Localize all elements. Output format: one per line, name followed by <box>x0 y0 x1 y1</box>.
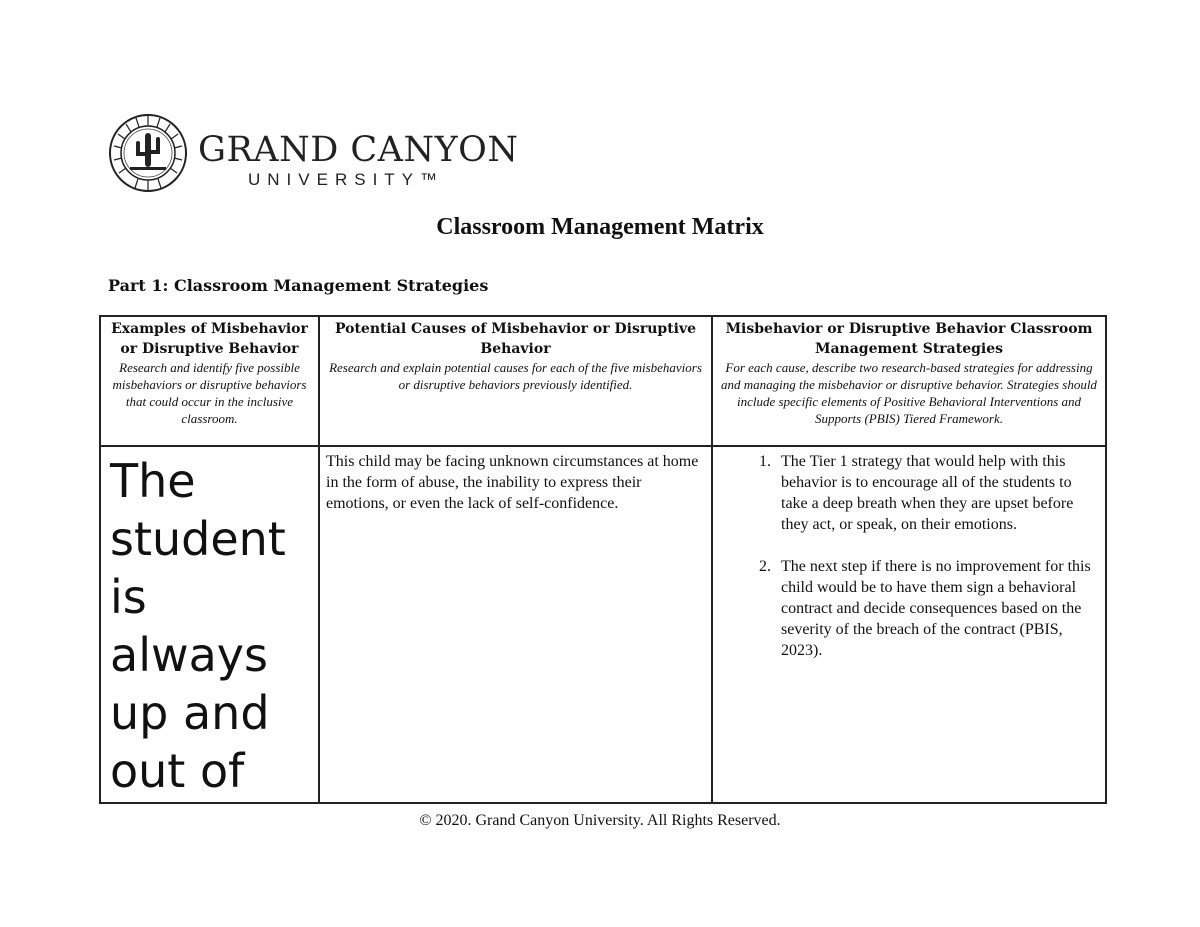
strategy-item: 2. The next step if there is no improvement for this child would be to have them sign a behavioral contract and decide consequences based on the severity of the breach of the contract (PBIS, 2023). <box>775 556 1099 661</box>
header-title: Potential Causes of Misbehavior or Disruptive Behavior <box>334 321 697 357</box>
strategy-item: 1. The Tier 1 strategy that would help with this behavior is to encourage all of the students to take a deep breath when they are upset before they act, or speak, on their emotions. <box>775 451 1099 535</box>
university-seal-icon <box>108 113 188 193</box>
university-logo <box>108 113 519 193</box>
header-description: For each cause, describe two research-based strategies for addressing and managing the misbehavior or disruptive behavior. Strategies should include specific elements of Positive Behavioral Interventions and Supports (PBIS) Tiered Framework. <box>721 360 1097 426</box>
logo-wordmark: GRAND CANYON <box>198 130 519 170</box>
cause-cell[interactable] <box>319 446 712 803</box>
cause-text: This child may be facing unknown circumstances at home in the form of abuse, the inability to express their emotions, or even the lack of self-confidence. <box>326 453 699 512</box>
header-description: Research and identify five possible misbehaviors or disruptive behaviors that could occur in the inclusive classroom. <box>112 360 307 426</box>
strategies-cell[interactable] <box>712 446 1106 803</box>
header-description: Research and explain potential causes for each of the five misbehaviors or disruptive behaviors previously identified. <box>329 360 702 392</box>
table-header-row <box>100 316 1106 446</box>
strategies-list <box>719 451 1099 661</box>
copyright-footer: © 2020. Grand Canyon University. All Rights Reserved. <box>419 812 781 829</box>
header-cell-behavior <box>100 316 319 446</box>
table-row <box>100 446 1106 803</box>
logo-subtitle: UNIVERSITY™ <box>248 170 445 189</box>
header-cell-strategies <box>712 316 1106 446</box>
header-title: Examples of Misbehavior or Disruptive Behavior <box>111 321 308 357</box>
behavior-text: The student is always up and out of <box>110 454 286 798</box>
behavior-cell[interactable] <box>100 446 319 803</box>
header-cell-causes <box>319 316 712 446</box>
header-title: Misbehavior or Disruptive Behavior Classroom Management Strategies <box>725 321 1093 357</box>
classroom-management-matrix <box>99 315 1107 804</box>
part-heading: Part 1: Classroom Management Strategies <box>108 276 489 295</box>
document-title: Classroom Management Matrix <box>436 214 764 240</box>
